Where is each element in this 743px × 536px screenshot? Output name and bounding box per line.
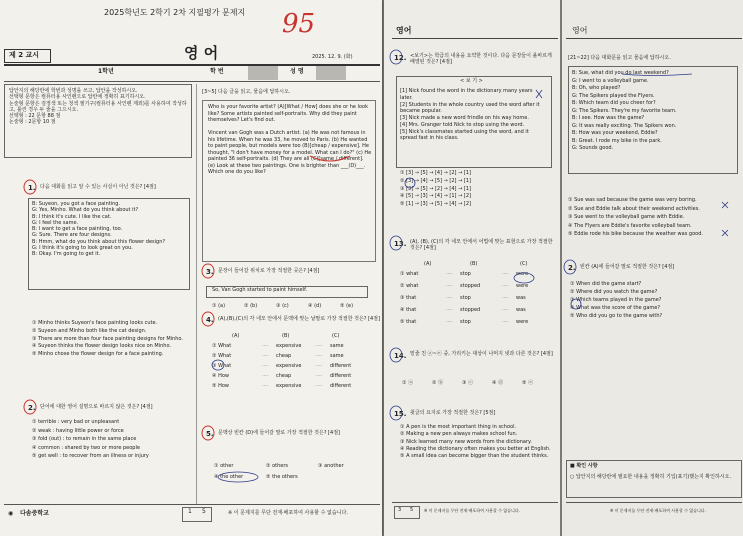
dialogue-line: B: Suyeon, you got a face painting.	[32, 201, 121, 207]
option-cell: were	[516, 283, 529, 289]
question-stem: 문맥상 빈칸 (D)에 들어갈 말로 가장 적절한 것은? [4점]	[218, 430, 340, 436]
exam-title: 2025학년도 2학기 2차 지필평가 문제지	[104, 8, 246, 17]
leader-dots: ····	[262, 343, 269, 349]
option-cell: expensive	[276, 363, 302, 369]
option[interactable]: ② What	[212, 353, 232, 359]
option[interactable]: ④ the other	[214, 474, 244, 480]
section-intro: [21~22] 다음 대화문을 읽고 물음에 답하시오.	[568, 55, 671, 61]
option[interactable]: ⑤ [1] → [3] → [5] → [4] → [2]	[400, 201, 471, 207]
question-stem: 빈칸 (A)에 들어갈 말로 적절한 것은? [4점]	[580, 264, 675, 270]
table-header: (C)	[332, 333, 340, 339]
option[interactable]: ② Suyeon and Minho both like the cat design.	[32, 327, 147, 334]
option[interactable]: ⑤ Who did you go to the game with?	[570, 313, 663, 319]
option-cell: stopped	[460, 283, 481, 289]
answer-circle	[202, 264, 214, 278]
option-cell: cheap	[276, 373, 292, 379]
option-cell: stopped	[460, 307, 481, 313]
option[interactable]: ① terrible : very bad or unpleasant	[32, 419, 120, 425]
option[interactable]: ③ Which teams played in the game?	[570, 297, 662, 303]
leader-dots: ····	[502, 283, 509, 289]
option[interactable]: ⑤ How	[212, 383, 229, 389]
dialogue-line: G: The Spikers. They're my favorite team.	[572, 107, 677, 114]
option[interactable]: ③ another	[318, 463, 344, 469]
answer-circle	[24, 180, 36, 194]
exam-period: 제 2 교시	[9, 51, 40, 59]
question-number: 2.	[28, 404, 36, 412]
option[interactable]: ① what	[400, 271, 419, 277]
option[interactable]: ① Sue was sad because the game was very boring.	[568, 197, 697, 203]
option[interactable]: ② (b)	[244, 303, 258, 309]
question-stem: 문장이 들어갈 위치로 가장 적절한 곳은? [4점]	[218, 268, 320, 274]
page-number: 3	[398, 507, 402, 513]
option[interactable]: ⑤ (e)	[340, 303, 354, 309]
option[interactable]: ① (a)	[212, 303, 226, 309]
instruction-item: 답안지의 해당란에 학번과 성명을 쓰고, 답안을 작성하시오.	[9, 88, 138, 94]
dialogue-line: B: Oh, who played?	[572, 85, 621, 91]
question-number: 14.	[394, 352, 407, 360]
dialogue-line: G: Yes, Minho. What do you think about it?	[32, 207, 139, 214]
dialogue-line: B: Sue, what did you do last weekend?	[572, 70, 669, 76]
exam-date: 2025. 12. 9. (화)	[312, 54, 353, 60]
question-stem: 다음 대화를 읽고 알 수 있는 사실이 아닌 것은? [4점]	[40, 184, 156, 190]
option-cell: different	[330, 373, 352, 379]
option-cell: stop	[460, 319, 471, 325]
table-header: (B)	[470, 261, 478, 267]
leader-dots: ····	[262, 363, 269, 369]
school-name: 다솜중학교	[20, 510, 49, 517]
dialogue-line: G: The Spikers played the Flyers.	[572, 92, 655, 99]
answer-circle	[390, 236, 402, 250]
leader-dots: ····	[502, 307, 509, 313]
leader-dots: ····	[446, 295, 453, 301]
leader-dots: ····	[316, 353, 323, 359]
question-number: 2.	[568, 264, 576, 272]
page-total: 5	[202, 508, 206, 515]
option[interactable]: ① When did the game start?	[570, 281, 642, 287]
option[interactable]: ③ There are more than four face painting designs for Minho.	[32, 335, 183, 342]
option[interactable]: ③ What	[212, 363, 232, 369]
question-stem: 단어에 대한 영어 설명으로 바르지 않은 것은? [4점]	[40, 404, 153, 410]
answer-circle	[212, 360, 224, 370]
handwritten-marks	[562, 0, 743, 536]
leader-dots: ····	[262, 373, 269, 379]
dialogue-line: B: Which team did you cheer for?	[572, 100, 656, 106]
table-header: (A)	[424, 261, 432, 267]
page-total: 5	[410, 507, 414, 513]
option-cell: different	[330, 363, 352, 369]
page-header: 영어	[572, 26, 588, 35]
cross-mark-icon	[536, 90, 542, 98]
example-item: [1] Nick found the word in the dictionary many years later.	[400, 88, 533, 101]
question-number: 3.	[206, 268, 214, 276]
option[interactable]: ③ [3] → [5] → [2] → [4] → [1]	[400, 185, 471, 192]
option[interactable]: ③ ⓒ	[462, 380, 474, 386]
option-cell: stop	[460, 271, 471, 277]
footer-notice: ※ 이 문제지를 무단 전재·배포하여 사용할 수 없습니다.	[228, 510, 348, 516]
option[interactable]: ⑤ Eddie rode his bike because the weather was good.	[568, 231, 703, 237]
leader-dots: ····	[262, 383, 269, 389]
dialogue-line: G: I feel the same.	[32, 219, 79, 226]
option[interactable]: ⑤ ⓔ	[522, 380, 534, 386]
answer-circle	[564, 260, 576, 274]
option[interactable]: ④ (d)	[308, 303, 322, 309]
option[interactable]: ④ that	[400, 307, 417, 313]
school-logo-icon: ◉	[8, 510, 14, 517]
dialogue-line: B: How was your weekend, Eddie?	[572, 130, 658, 136]
student-number-label: 학 번	[210, 68, 224, 75]
answer-circle	[405, 178, 415, 188]
option[interactable]: ⑤ get well : to recover from an illness or injury	[32, 453, 149, 459]
dialogue-line: G: Sure. There are four designs.	[32, 232, 112, 239]
handwritten-score: 95	[282, 9, 316, 39]
leader-dots: ····	[446, 319, 453, 325]
option[interactable]: ② Where did you watch the game?	[570, 289, 658, 295]
option[interactable]: ⑤ that	[400, 319, 417, 325]
table-header: (A)	[232, 333, 240, 339]
dialogue-line: G: I went to a volleyball game.	[572, 77, 649, 84]
question-number: 5.	[206, 430, 214, 438]
answer-circle	[514, 273, 534, 283]
answer-circle	[390, 348, 402, 362]
name-label: 성 명	[290, 68, 304, 75]
leader-dots: ····	[316, 363, 323, 369]
option[interactable]: ② others	[266, 463, 288, 469]
option[interactable]: ④ common : shared by two or more people	[32, 444, 140, 451]
answer-circle	[218, 472, 258, 482]
option-cell: was	[516, 295, 526, 301]
dialogue-line: B: I want to get a face painting, too.	[32, 226, 123, 232]
dialogue-line: G: I think it's going to look great on you.	[32, 244, 133, 251]
question-number: 1.	[28, 184, 36, 192]
option-cell: was	[516, 307, 526, 313]
cross-mark-icon	[722, 202, 728, 208]
option[interactable]: ① Minho thinks Suyeon's face painting looks cute.	[32, 320, 158, 326]
option[interactable]: ⑤ A small idea can become bigger than the student thinks.	[400, 453, 549, 459]
dialogue-line: G: Sounds good.	[572, 145, 614, 151]
handwritten-marks	[384, 0, 560, 536]
dialogue-line: G: It was really exciting. The Spikers won.	[572, 122, 677, 129]
leader-dots: ····	[446, 307, 453, 313]
option[interactable]: ① other	[214, 463, 234, 469]
option[interactable]: ③ (c)	[276, 303, 289, 309]
option[interactable]: ② Sue and Eddie talk about their weekend activities.	[568, 205, 700, 212]
example-item: [3] Nick made a new word frindle on his way home.	[400, 115, 529, 121]
question-number: 15.	[394, 410, 407, 418]
option[interactable]: ② what	[400, 283, 419, 289]
answer-circle	[202, 312, 214, 326]
example-item: [4] Mrs. Granger told Nick to stop using the word.	[400, 121, 525, 128]
option[interactable]: ④ How	[212, 373, 229, 379]
handwritten-underline	[622, 74, 692, 76]
option[interactable]: ② ⓑ	[432, 380, 444, 386]
option-cell: stop	[460, 295, 471, 301]
option[interactable]: ④ Reading the dictionary often makes you better at English.	[400, 445, 551, 452]
handwritten-underline	[310, 156, 350, 161]
option[interactable]: ④ What was the score of the game?	[570, 305, 661, 311]
leader-dots: ····	[316, 373, 323, 379]
option[interactable]: ② weak : having little power or force	[32, 427, 124, 434]
passage-text: Who is your favorite artist? (A)[What / How] does she or he look like? Some artists painted self-portraits. Why did they paint themselves? Let's find out. Vincent van Gogh was a Dutch artist. (a) He was not famous in his lifetime. When he was 33, he moved to Paris. (b) He wanted to paint people, but models were too (B)[cheap / expensive]. He thought, "I don't have money for a model. What can I do?" (c) He painted 36 self-portraits. (d) They are all (C)[same / different]. (e) Look at these two paintings. One is brighter than ___(D)___. Which one do you like?	[208, 104, 372, 175]
answer-circle	[390, 406, 402, 420]
instruction-item: 논술형 : 2문항 10 점	[9, 119, 56, 126]
example-box-label: < 보 기 >	[460, 78, 483, 84]
leader-dots: ····	[446, 283, 453, 289]
exam-subject: 영 어	[184, 44, 219, 62]
option[interactable]: ④ The Flyers are Eddie's favorite volleyball team.	[568, 222, 692, 229]
option[interactable]: ① A pen is the most important thing in school.	[400, 424, 517, 430]
question-stem: <보기>는 학급의 내용을 요약한 것이다. 다음 문장들이 올바르게 배열된 것은? [4점]	[410, 53, 552, 66]
question-stem: 밑줄 친 ⓐ~ⓔ 중, 가리키는 대상이 나머지 넷과 다른 것은? [4점]	[410, 351, 553, 357]
footer-notice: ※ 이 문제지를 무단 전재·배포하여 사용할 수 없습니다.	[424, 508, 520, 513]
option-cell: were	[516, 319, 529, 325]
leader-dots: ····	[262, 353, 269, 359]
option[interactable]: ④ ⓓ	[492, 380, 504, 386]
footer-notice: ※ 이 문제지를 무단 전재·배포하여 사용할 수 없습니다.	[610, 508, 706, 513]
option-cell: expensive	[276, 343, 302, 349]
question-number: 12.	[394, 54, 407, 62]
option[interactable]: ③ fold (out) : to remain in the same place	[32, 436, 137, 442]
check-title: ■ 확인 사항	[570, 463, 598, 469]
option[interactable]: ④ Suyeon thinks the flower design looks nice on Minho.	[32, 343, 172, 350]
question-number: 4.	[206, 316, 214, 324]
instruction-item: 선택형 : 22 문항 88 점	[9, 113, 61, 119]
question-stem: 윗글의 요지로 가장 적절한 것은? [5점]	[410, 410, 496, 416]
dialogue-line: B: Okay. I'm going to get it.	[32, 251, 101, 257]
example-item: [5] Nick's classmates started using the word, and it spread fast in his class.	[400, 128, 529, 142]
option-cell: same	[330, 343, 344, 349]
option[interactable]: ③ Nick learned many new words from the dictionary.	[400, 438, 532, 445]
option-cell: cheap	[276, 353, 292, 359]
option-cell: same	[330, 353, 344, 359]
dialogue-line: B: Great. I rode my bike in the park.	[572, 137, 662, 144]
dialogue-line: B: Hmm, what do you think about this flower design?	[32, 238, 166, 245]
leader-dots: ····	[502, 271, 509, 277]
check-item: ○ 답안지의 해당란에 필요한 내용을 정확히 기입(표기)했는지 확인하시오.	[570, 474, 732, 480]
dialogue-line: B: I see. How was the game?	[572, 115, 645, 121]
question-number: 13.	[394, 240, 407, 248]
answer-circle	[202, 426, 214, 440]
answer-circle	[571, 299, 581, 309]
answer-circle	[390, 50, 402, 64]
leader-dots: ····	[502, 295, 509, 301]
option[interactable]: ④ [5] → [3] → [4] → [1] → [2]	[400, 193, 471, 200]
leader-dots: ····	[316, 383, 323, 389]
question-stem: (A), (B), (C)의 각 네모 안에서 어법에 맞는 표현으로 가장 적절한 것은? [4점]	[410, 239, 553, 252]
instruction-item: 선택형 문항은 컴퓨터용 사인펜으로 답란에 정확히 표기하시오.	[9, 94, 146, 101]
option[interactable]: ① ⓐ	[402, 380, 414, 386]
example-item: [2] Students in the whole country used the word after it became popular.	[400, 101, 540, 115]
option[interactable]: ② [3] → [4] → [5] → [2] → [1]	[400, 177, 471, 184]
page-header: 영어	[396, 26, 412, 35]
table-header: (B)	[282, 333, 290, 339]
leader-dots: ····	[502, 319, 509, 325]
question-stem: (A),(B),(C)의 각 네모 안에서 문맥에 맞는 낱말로 가장 적절한 것은? [4점]	[218, 316, 380, 322]
option-cell: expensive	[276, 383, 302, 389]
instruction-item: 논술형 문항은 검정색 또는 청색 필기구(컴퓨터용 사인펜 제외)를 사용하여 작성하고, 틀린 경우 두 줄을 그으시오.	[9, 100, 187, 113]
option[interactable]: ⑤ the others	[266, 474, 298, 480]
page-number: 1	[188, 508, 192, 515]
option[interactable]: ③ Sue went to the volleyball game with Eddie.	[568, 214, 685, 220]
dialogue-line: B: I think it's cute. I like the cat.	[32, 213, 112, 220]
passage-intro: [3~5] 다음 글을 읽고, 물음에 답하시오.	[202, 89, 291, 95]
exam-page-3	[384, 0, 560, 536]
leader-dots: ····	[446, 271, 453, 277]
exam-page-4	[562, 0, 743, 536]
option[interactable]: ⑤ Minho chose the flower design for a face painting.	[32, 351, 164, 357]
option[interactable]: ② Making a new pen always makes school fun.	[400, 431, 518, 438]
cross-mark-icon	[722, 230, 728, 236]
option[interactable]: ③ that	[400, 295, 417, 301]
option[interactable]: ① [3] → [5] → [4] → [2] → [1]	[400, 170, 471, 176]
option-cell: different	[330, 383, 352, 389]
answer-circle	[24, 400, 36, 414]
table-header: (C)	[520, 261, 528, 267]
grade-label: 1학년	[98, 68, 114, 75]
option-cell: were	[516, 271, 529, 277]
option[interactable]: ① What	[212, 343, 232, 349]
leader-dots: ····	[316, 343, 323, 349]
given-sentence: So, Van Gogh started to paint himself.	[212, 287, 308, 293]
